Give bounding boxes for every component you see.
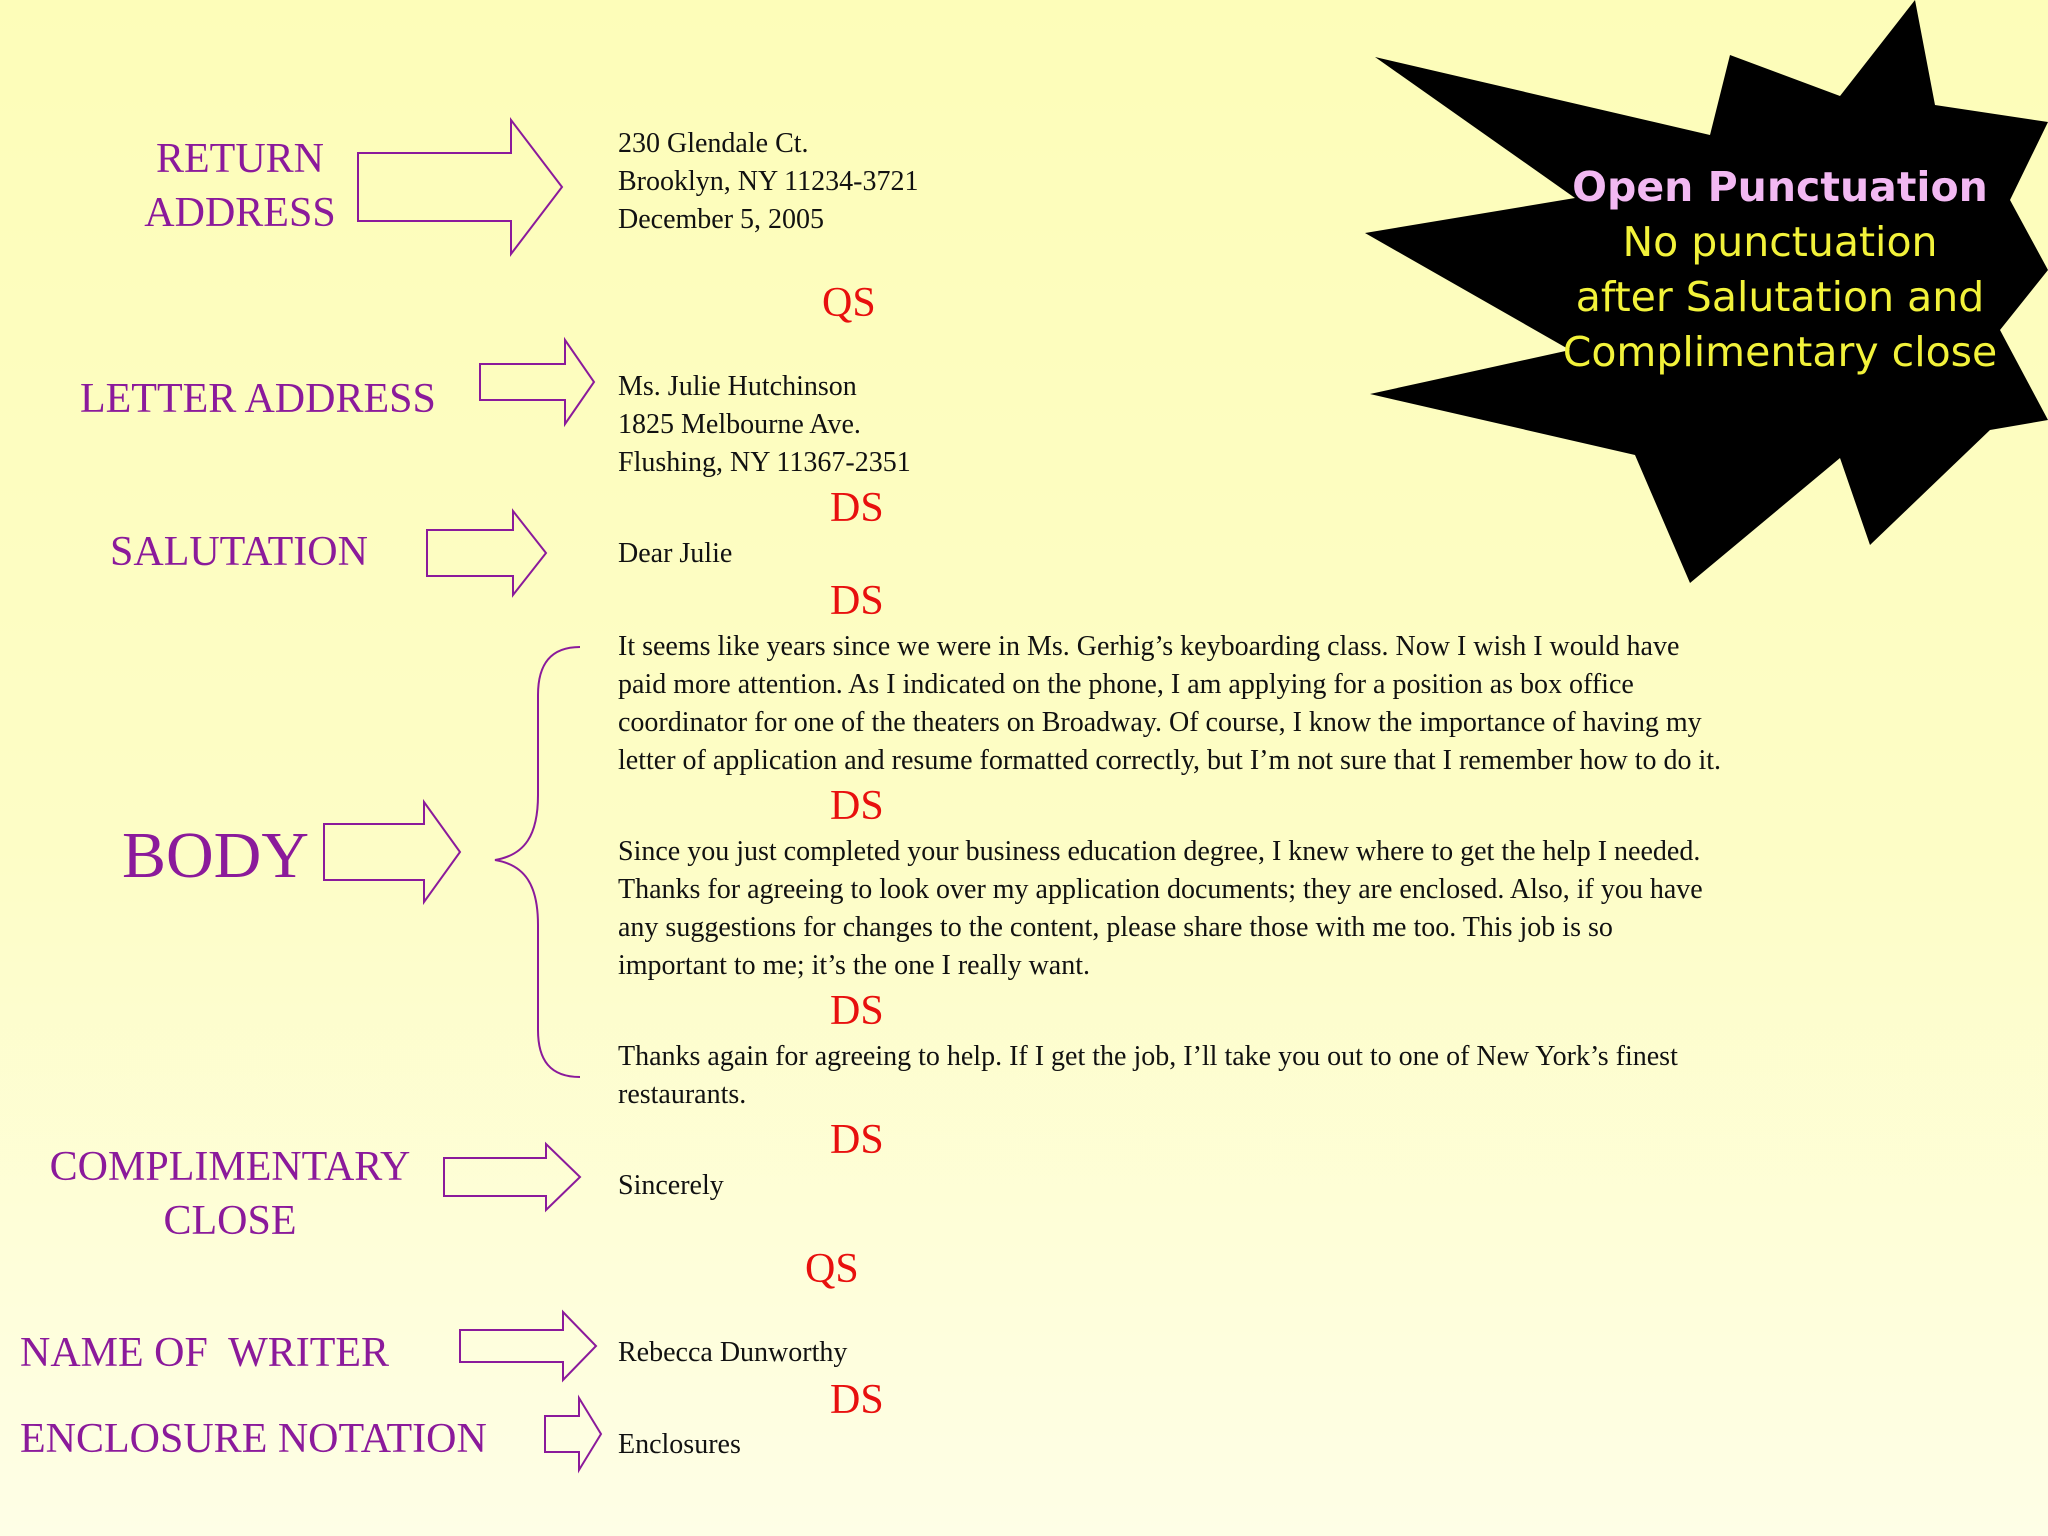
- body-paragraph-2: [618, 833, 1703, 985]
- enclosure-notation-text: Enclosures: [618, 1429, 741, 1460]
- body-line: coordinator for one of the theaters on Broadway. Of course, I know the importance of having my: [618, 707, 1702, 738]
- spacing-mark-qs: QS: [805, 1246, 859, 1292]
- arrow-body: [322, 800, 464, 910]
- callout-line: No punctuation: [1622, 218, 1938, 266]
- body-line: Thanks again for agreeing to help. If I get the job, I’ll take you out to one of New York’s finest: [618, 1041, 1678, 1072]
- letter-address-line: Flushing, NY 11367-2351: [618, 447, 911, 478]
- body-line: paid more attention. As I indicated on the phone, I am applying for a position as box office: [618, 669, 1634, 700]
- callout-line: after Salutation and: [1575, 273, 1985, 321]
- body-line: Thanks for agreeing to look over my application documents; they are enclosed. Also, if you have: [618, 874, 1703, 905]
- body-line: Since you just completed your business education degree, I knew where to get the help I needed.: [618, 836, 1701, 867]
- body-line: any suggestions for changes to the content, please share those with me too. This job is so: [618, 912, 1613, 943]
- body-paragraph-3: [618, 1038, 1678, 1114]
- spacing-mark-ds: DS: [830, 485, 884, 531]
- salutation-text: Dear Julie: [618, 538, 733, 569]
- return-address-line: December 5, 2005: [618, 204, 825, 235]
- arrow-name-of-writer: [458, 1310, 600, 1386]
- spacing-mark-ds: DS: [830, 1117, 884, 1163]
- spacing-mark-ds: DS: [830, 783, 884, 829]
- label-line: RETURN: [156, 136, 324, 182]
- return-address-line: 230 Glendale Ct.: [618, 128, 809, 159]
- spacing-mark-ds: DS: [830, 988, 884, 1034]
- callout-title: Open Punctuation: [1572, 163, 1988, 211]
- return-address-line: Brooklyn, NY 11234-3721: [618, 166, 919, 197]
- label-salutation: SALUTATION: [110, 529, 368, 575]
- label-line: ADDRESS: [144, 190, 336, 236]
- arrow-letter-address: [478, 338, 598, 430]
- writer-name-text: Rebecca Dunworthy: [618, 1337, 848, 1368]
- label-complimentary-close: [30, 1140, 430, 1248]
- label-line: COMPLIMENTARY: [49, 1144, 411, 1190]
- arrow-complimentary-close: [442, 1142, 584, 1216]
- body-line: letter of application and resume formatted correctly, but I’m not sure that I remember how to do it.: [618, 745, 1722, 776]
- spacing-mark-ds: DS: [830, 578, 884, 624]
- spacing-mark-qs: QS: [822, 280, 876, 326]
- complimentary-close-text: Sincerely: [618, 1170, 724, 1201]
- arrow-enclosure-notation: [543, 1396, 605, 1474]
- body-line: important to me; it’s the one I really want.: [618, 950, 1090, 981]
- letter-address-block: [618, 368, 911, 482]
- spacing-mark-ds: DS: [830, 1377, 884, 1423]
- label-name-of-writer: NAME OF WRITER: [20, 1330, 390, 1376]
- letter-address-line: Ms. Julie Hutchinson: [618, 371, 857, 402]
- label-return-address: [130, 132, 350, 240]
- body-brace: [490, 645, 590, 1085]
- body-line: restaurants.: [618, 1079, 747, 1110]
- callout-line: Complimentary close: [1562, 328, 1998, 376]
- label-enclosure-notation: ENCLOSURE NOTATION: [20, 1416, 487, 1462]
- body-line: It seems like years since we were in Ms. Gerhig’s keyboarding class. Now I wish I would have: [618, 631, 1680, 662]
- return-address-block: [618, 125, 918, 239]
- label-letter-address: LETTER ADDRESS: [80, 376, 436, 422]
- open-punctuation-callout: [1530, 160, 2030, 380]
- label-line: CLOSE: [163, 1198, 297, 1244]
- arrow-return-address: [356, 118, 566, 258]
- letter-address-line: 1825 Melbourne Ave.: [618, 409, 861, 440]
- arrow-salutation: [425, 509, 550, 601]
- label-body: BODY: [122, 819, 310, 892]
- body-paragraph-1: [618, 628, 1721, 780]
